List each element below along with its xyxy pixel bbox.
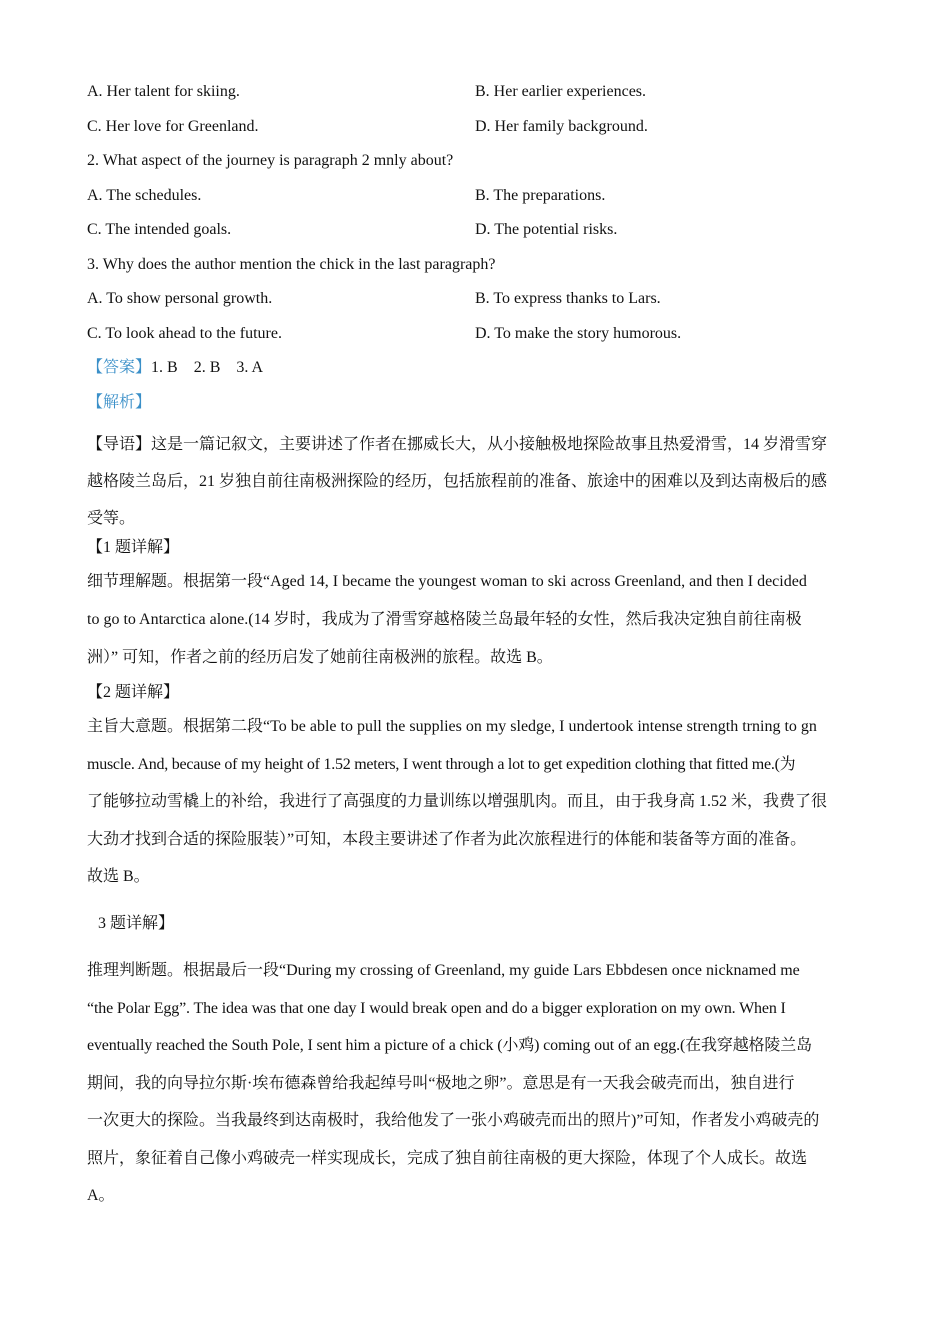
detail1-line: 细节理解题。根据第一段“Aged 14, I became the youngest woman to ski across Greenland, and then I decided (87, 573, 807, 590)
detail3-paragraph (87, 952, 867, 1215)
answer-line (87, 358, 263, 378)
q3-option-d: D. To make the story humorous. (475, 325, 682, 342)
q2-option-d: D. The potential risks. (475, 221, 618, 238)
detail2-paragraph (87, 708, 867, 896)
intro-line: 受等。 (87, 510, 136, 527)
detail1-line: 洲）” 可知，作者之前的经历启发了她前往南极洲的旅程。故选 B。 (87, 649, 553, 666)
q3-option-a: A. To show personal growth. (87, 290, 273, 307)
detail3-line: “the Polar Egg”. The idea was that one day I would break open and do a bigger exploration on my own. When I (87, 999, 786, 1017)
detail2-line: muscle. And, because of my height of 1.52 meters, I went through a lot to get expedition clothing that fitted me.(为 (87, 755, 796, 773)
detail2-line: 了能够拉动雪橇上的补给，我进行了高强度的力量训练以增强肌肉。而且，由于我身高 1.52 米，我费了很 (87, 793, 828, 810)
detail2-heading: 【2 题详解】 (87, 684, 180, 701)
q3-option-c: C. To look ahead to the future. (87, 325, 282, 342)
detail3-line: 一次更大的探险。当我最终到达南极时，我给他发了一张小鸡破壳而出的照片)”可知，作者发小鸡破壳的 (87, 1112, 820, 1129)
detail1-line: to go to Antarctica alone.(14 岁时，我成为了滑雪穿越格陵兰岛最年轻的女性，然后我决定独自前往南极 (87, 611, 802, 628)
detail1-paragraph (87, 563, 867, 677)
answer-text: 1. B 2. B 3. A (151, 359, 264, 376)
q1-option-b: B. Her earlier experiences. (475, 83, 647, 100)
detail2-line: 故选 B。 (87, 868, 150, 885)
detail3-heading: 3 题详解】 (98, 915, 175, 932)
detail3-line: eventually reached the South Pole, I sent him a picture of a chick (小鸡) coming out of an egg.(在我穿越格陵兰岛 (87, 1037, 812, 1054)
intro-line: 越格陵兰岛后，21 岁独自前往南极洲探险的经历，包括旅程前的准备、旅途中的困难以及到达南极后的感 (87, 473, 828, 490)
detail3-line: 期间，我的向导拉尔斯·埃布德森曾给我起绰号叫“极地之卵”。意思是有一天我会破壳而出，独自进行 (87, 1074, 795, 1092)
detail3-line: A。 (87, 1187, 115, 1204)
q2-option-b: B. The preparations. (475, 187, 606, 204)
q3-stem: 3. Why does the author mention the chick in the last paragraph? (87, 256, 496, 273)
intro-paragraph (87, 426, 867, 537)
q3-option-b: B. To express thanks to Lars. (475, 290, 661, 307)
q1-option-a: A. Her talent for skiing. (87, 83, 240, 100)
detail1-heading: 【1 题详解】 (87, 539, 180, 556)
analysis-tag: 【解析】 (87, 394, 152, 411)
detail3-line: 推理判断题。根据最后一段“During my crossing of Greenland, my guide Lars Ebbdesen once nicknamed me (87, 962, 800, 979)
q2-option-a: A. The schedules. (87, 187, 202, 204)
detail2-line: 主旨大意题。根据第二段“To be able to pull the supplies on my sledge, I undertook intense strength trning to gn (87, 718, 817, 735)
intro-line: 【导语】这是一篇记叙文，主要讲述了作者在挪威长大，从小接触极地探险故事且热爱滑雪，14 岁滑雪穿 (87, 436, 828, 453)
detail2-line: 大劲才找到合适的探险服装）”可知，本段主要讲述了作者为此次旅程进行的体能和装备等方面的准备。 (87, 830, 807, 848)
q1-option-d: D. Her family background. (475, 118, 648, 135)
q2-stem: 2. What aspect of the journey is paragraph 2 mnly about? (87, 152, 454, 169)
q2-option-c: C. The intended goals. (87, 221, 232, 238)
q1-option-c: C. Her love for Greenland. (87, 118, 259, 135)
detail3-line: 照片，象征着自己像小鸡破壳一样实现成长，完成了独自前往南极的更大探险，体现了个人成长。故选 (87, 1149, 808, 1167)
answer-tag: 【答案】 (87, 359, 152, 376)
